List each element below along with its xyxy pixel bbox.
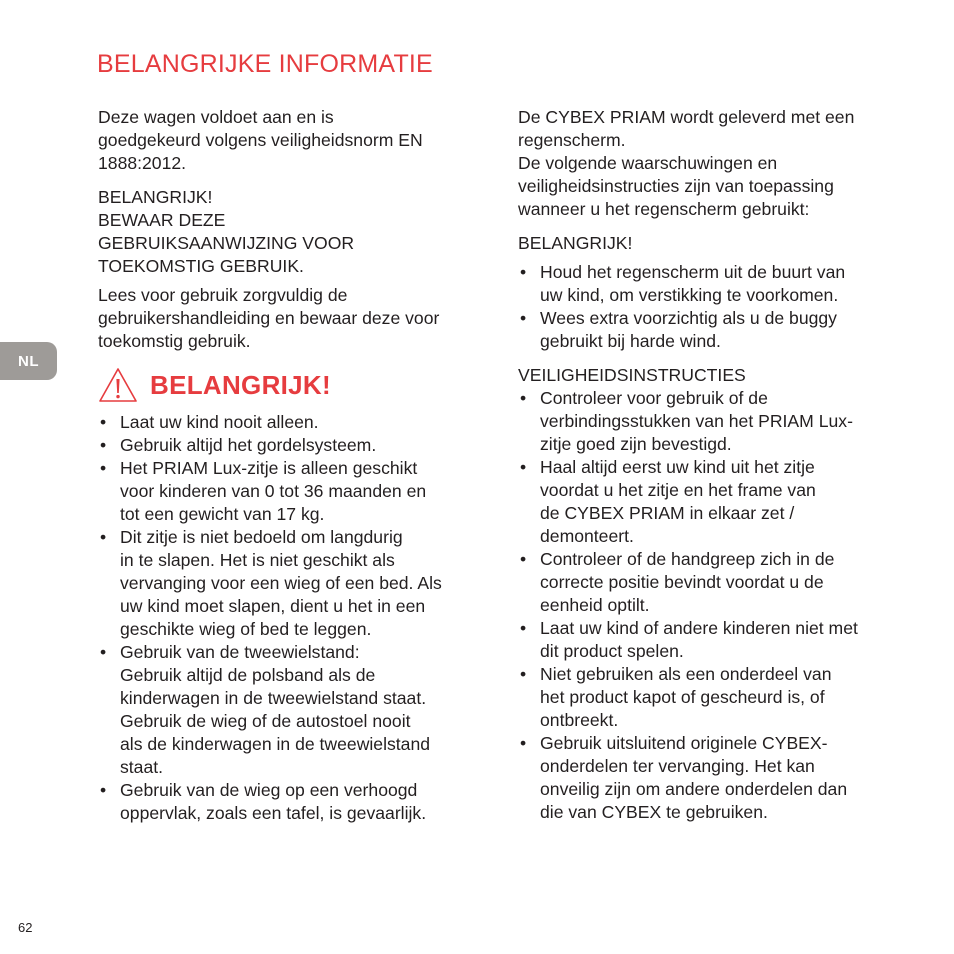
warning-list (98, 411, 488, 825)
warning-triangle-icon (98, 367, 138, 403)
intro-paragraph: Deze wagen voldoet aan en is goedgekeurd volgens veiligheidsnorm EN 1888:2012. (98, 107, 423, 173)
safety-heading: VEILIGHEIDSINSTRUCTIES (518, 365, 746, 385)
list-item: • Gebruik uitsluitend originele CYBEX- onderdelen ter vervanging. Het kan onveilig zijn om andere onderdelen dan die van CYBEX te gebruiken. (518, 732, 913, 824)
rain-cover-intro: De CYBEX PRIAM wordt geleverd met een regenscherm. De volgende waarschuwingen en veiligheidsinstructies zijn van toepassing wanneer u het regenscherm gebruikt: (518, 107, 855, 219)
list-item: • Niet gebruiken als een onderdeel van het product kapot of gescheurd is, of ontbreekt. (518, 663, 913, 732)
list-item: • Houd het regenscherm uit de buurt van uw kind, om verstikking te voorkomen. (518, 261, 913, 307)
warning-heading (98, 367, 488, 403)
list-item: • Het PRIAM Lux-zitje is alleen geschikt voor kinderen van 0 tot 36 maanden en tot een gewicht van 17 kg. (98, 457, 488, 526)
list-item: • Dit zitje is niet bedoeld om langdurig in te slapen. Het is niet geschikt als vervanging voor een wieg of een bed. Als uw kind moet slapen, dient u het in een geschikte wieg of bed te leggen. (98, 526, 488, 641)
list-item: • Haal altijd eerst uw kind uit het zitje voordat u het zitje en het frame van de CYBEX PRIAM in elkaar zet / demonteert. (518, 456, 913, 548)
list-item: • Gebruik van de wieg op een verhoogd oppervlak, zoals een tafel, is gevaarlijk. (98, 779, 488, 825)
important-notice: BELANGRIJK! BEWAAR DEZE GEBRUIKSAANWIJZING VOOR TOEKOMSTIG GEBRUIK. (98, 187, 355, 276)
list-item: • Gebruik altijd het gordelsysteem. (98, 434, 488, 457)
list-item: • Wees extra voorzichtig als u de buggy gebruikt bij harde wind. (518, 307, 913, 353)
rain-cover-warning-list (518, 261, 913, 353)
warning-heading-text: BELANGRIJK! (150, 369, 331, 400)
list-item: • Laat uw kind nooit alleen. (98, 411, 488, 434)
page-title: BELANGRIJKE INFORMATIE (97, 50, 433, 78)
page-number: 62 (18, 920, 33, 935)
list-item: • Controleer of de handgreep zich in de correcte positie bevindt voordat u de eenheid optilt. (518, 548, 913, 617)
left-column (98, 106, 488, 825)
list-item: • Gebruik van de tweewielstand: Gebruik altijd de polsband als de kinderwagen in de tweewielstand staat. Gebruik de wieg of de autostoel nooit als de kinderwagen in de tweewielstand staat. (98, 641, 488, 779)
safety-instructions-list (518, 387, 913, 824)
list-item: • Controleer voor gebruik of de verbindingsstukken van het PRIAM Lux- zitje goed zijn bevestigd. (518, 387, 913, 456)
rain-cover-important-heading: BELANGRIJK! (518, 233, 633, 253)
list-item: • Laat uw kind of andere kinderen niet met dit product spelen. (518, 617, 913, 663)
read-instructions: Lees voor gebruik zorgvuldig de gebruikershandleiding en bewaar deze voor toekomstig gebruik. (98, 285, 440, 351)
right-column (518, 106, 913, 824)
language-tab: NL (0, 342, 57, 380)
